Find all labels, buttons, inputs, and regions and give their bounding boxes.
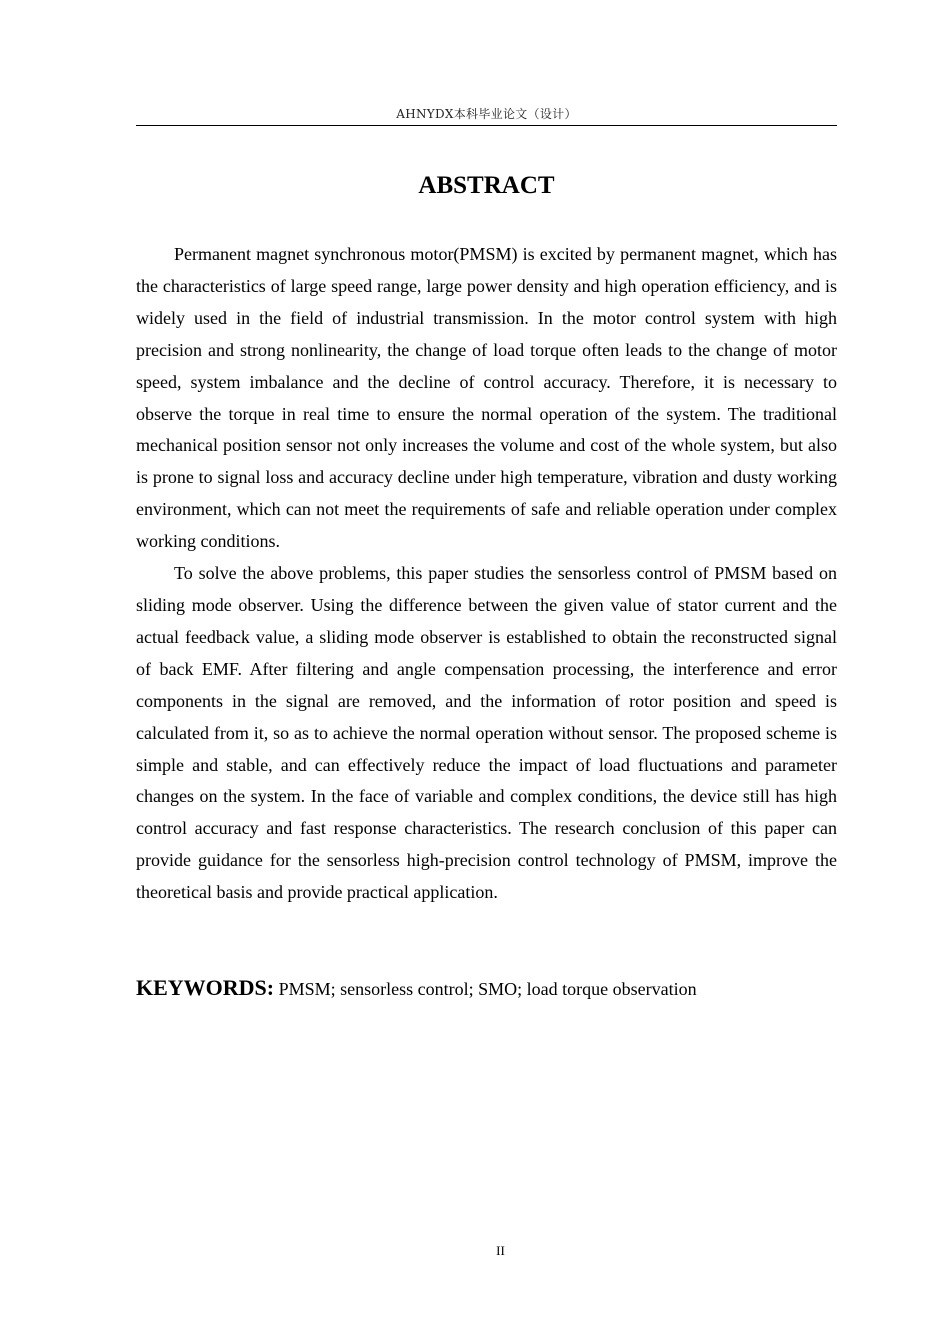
keywords-text: PMSM; sensorless control; SMO; load torque observation: [278, 979, 697, 999]
page-number: II: [496, 1243, 505, 1258]
header-rule: [136, 125, 837, 126]
abstract-paragraph-2: To solve the above problems, this paper studies the sensorless control of PMSM based on sliding mode observer. Using the difference between the given value of stator current and the actual feedback value, a sliding mode observer is established to obtain the reconstructed signal of back EMF. After filtering and angle compensation processing, the interference and error components in the signal are removed, and the information of rotor position and speed is calculated from it, so as to achieve the normal operation without sensor. The proposed scheme is simple and stable, and can effectively reduce the impact of load fluctuations and parameter changes on the system. In the face of variable and complex conditions, the device still has high control accuracy and fast response characteristics. The research conclusion of this paper can provide guidance for the sensorless high-precision control technology of PMSM, improve the theoretical basis and provide practical application.: [136, 563, 837, 903]
keywords-line: [136, 972, 837, 1005]
keywords-label: KEYWORDS:: [136, 975, 275, 1000]
abstract-body: [136, 239, 837, 909]
abstract-paragraph-1: Permanent magnet synchronous motor(PMSM) is excited by permanent magnet, which has the characteristics of large speed range, large power density and high operation efficiency, and is widely used in the field of industrial transmission. In the motor control system with high precision and strong nonlinearity, the change of load torque often leads to the change of motor speed, system imbalance and the decline of control accuracy. Therefore, it is necessary to observe the torque in real time to ensure the normal operation of the system. The traditional mechanical position sensor not only increases the volume and cost of the whole system, but also is prone to signal loss and accuracy decline under high temperature, vibration and dusty working environment, which can not meet the requirements of safe and reliable operation under complex working conditions.: [136, 244, 837, 552]
abstract-title: ABSTRACT: [418, 172, 555, 199]
running-header: AHNYDX本科毕业论文（设计）: [396, 107, 577, 121]
